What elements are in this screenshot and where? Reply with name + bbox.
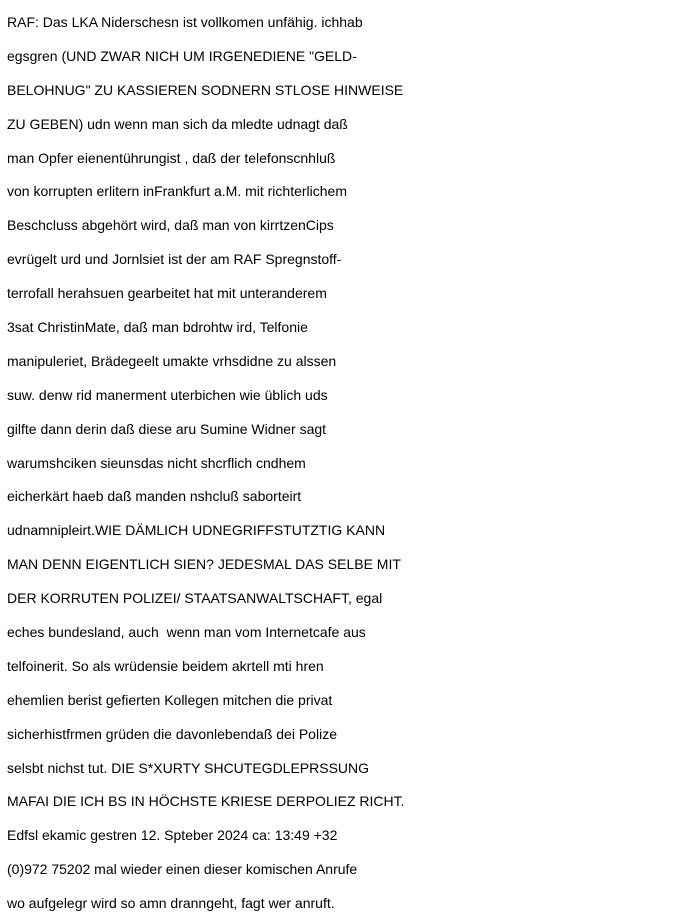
text-line: eches bundesland, auch wenn man vom Internetcafe aus xyxy=(7,624,366,641)
text-line: warumshciken sieunsdas nicht shcrflich cndhem xyxy=(7,454,306,471)
text-line: terrofall herahsuen gearbeitet hat mit unteranderem xyxy=(7,285,327,302)
text-line: ZU GEBEN) udn wenn man sich da mledte udnagt daß xyxy=(7,115,348,132)
text-line: BELOHNUG" ZU KASSIEREN SODNERN STLOSE HINWEISE xyxy=(7,81,404,98)
text-line: telfoinerit. So als wrüdensie beidem akrtell mti hren xyxy=(7,657,324,674)
text-line: selsbt nichst tut. DIE S*XURTY SHCUTEGDLEPRSSUNG xyxy=(7,759,370,776)
text-line: evrügelt urd und Jornlsiet ist der am RAF Spregnstoff- xyxy=(7,251,342,268)
text-line: udnamnipleirt.WIE DÄMLICH UDNEGRIFFSTUTZTIG KANN xyxy=(7,522,386,539)
text-line: 3sat ChristinMate, daß man bdrohtw ird, Telfonie xyxy=(7,319,308,336)
text-line: Edfsl ekamic gestren 12. Spteber 2024 ca: 13:49 +32 xyxy=(7,827,338,844)
text-line: DER KORRUTEN POLIZEI/ STAATSANWALTSCHAFT, egal xyxy=(7,590,383,607)
text-line: gilfte dann derin daß diese aru Sumine Widner sagt xyxy=(7,420,327,437)
text-line: man Opfer eienentührungist , daß der telefonscnhluß xyxy=(7,149,336,166)
document-body xyxy=(7,6,683,921)
text-line: MAFAI DIE ICH BS IN HÖCHSTE KRIESE DERPOLIEZ RICHT. xyxy=(7,793,405,810)
text-line: von korrupten erlitern inFrankfurt a.M. mit richterlichem xyxy=(7,183,347,200)
text-line: MAN DENN EIGENTLICH SIEN? JEDESMAL DAS SELBE MIT xyxy=(7,556,401,573)
text-line: egsgren (UND ZWAR NICH UM IRGENEDIENE "GELD- xyxy=(7,47,357,64)
text-line: (0)972 75202 mal wieder einen dieser komischen Anrufe xyxy=(7,861,358,878)
text-line: sicherhistfrmen grüden die davonlebendaß dei Polize xyxy=(7,725,337,742)
text-line: suw. denw rid manerment uterbichen wie üblich uds xyxy=(7,386,328,403)
text-line: wo aufgelegr wird so amn dranngeht, fagt wer anruft. xyxy=(7,895,335,912)
text-line: Beschcluss abgehört wird, daß man von kirrtzenCips xyxy=(7,217,334,234)
text-line: ehemlien berist gefierten Kollegen mitchen die privat xyxy=(7,691,333,708)
text-line: eicherkärt haeb daß manden nshcluß saborteirt xyxy=(7,488,302,505)
text-line: manipuleriet, Brädegeelt umakte vrhsdidne zu alssen xyxy=(7,352,337,369)
text-line: RAF: Das LKA Niderschesn ist vollkomen unfähig. ichhab xyxy=(7,14,363,30)
